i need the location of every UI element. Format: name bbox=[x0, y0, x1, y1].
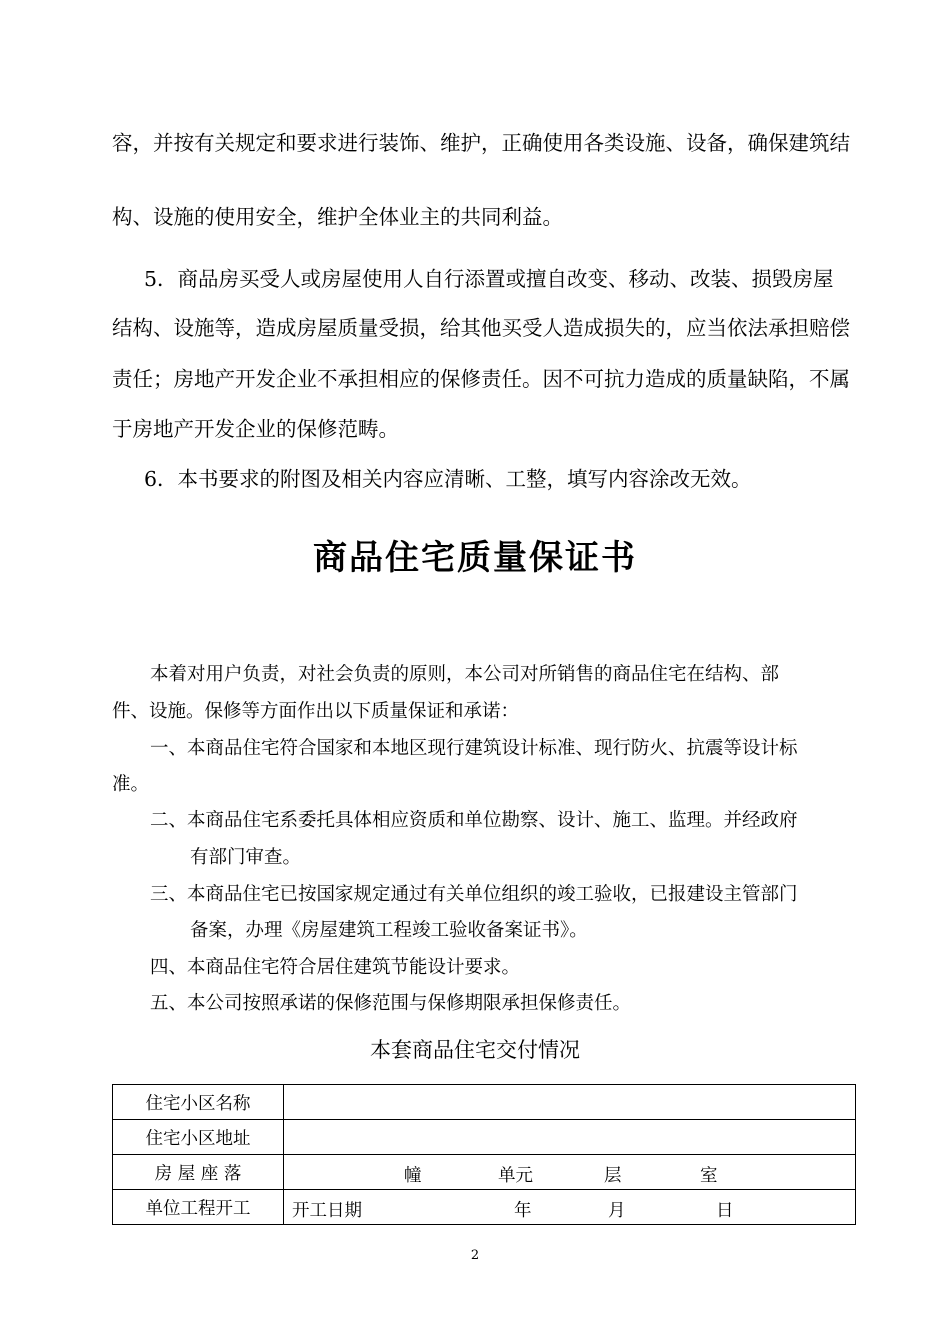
table-row bbox=[113, 1085, 856, 1120]
table-title: 本套商品住宅交付情况 bbox=[370, 1038, 580, 1062]
date-month: 月 bbox=[608, 1201, 626, 1221]
paragraph-line: 5．商品房买受人或房屋使用人自行添置或擅自改变、移动、改装、损毁房屋 bbox=[144, 267, 834, 291]
table-label-cell: 单位工程开工 bbox=[113, 1190, 284, 1225]
clause-line: 三、本商品住宅已按国家规定通过有关单位组织的竣工验收，已报建设主管部门 bbox=[150, 884, 798, 905]
community-name-cell[interactable] bbox=[284, 1085, 856, 1120]
house-location-cell[interactable] bbox=[284, 1155, 856, 1190]
unit-building: 幢 bbox=[404, 1166, 422, 1186]
page-number: 2 bbox=[470, 1248, 480, 1263]
paragraph-line: 容，并按有关规定和要求进行装饰、维护，正确使用各类设施、设备，确保建筑结 bbox=[112, 131, 850, 155]
date-year: 年 bbox=[514, 1201, 532, 1221]
page-title: 商品住宅质量保证书 bbox=[313, 538, 637, 578]
table-label-cell: 住宅小区地址 bbox=[113, 1120, 284, 1155]
clause-line: 五、本公司按照承诺的保修范围与保修期限承担保修责任。 bbox=[150, 993, 632, 1014]
community-address-cell[interactable] bbox=[284, 1120, 856, 1155]
paragraph-line: 6．本书要求的附图及相关内容应清晰、工整，填写内容涂改无效。 bbox=[144, 467, 752, 491]
paragraph-line: 责任；房地产开发企业不承担相应的保修责任。因不可抗力造成的质量缺陷，不属 bbox=[112, 367, 850, 391]
unit-entrance: 单元 bbox=[498, 1166, 533, 1186]
date-day: 日 bbox=[716, 1201, 734, 1221]
table-label-cell: 房 屋 座 落 bbox=[113, 1155, 284, 1190]
table-row bbox=[113, 1190, 856, 1225]
clause-line: 准。 bbox=[112, 774, 150, 795]
clause-line: 有部门审查。 bbox=[190, 847, 302, 868]
unit-room: 室 bbox=[700, 1166, 718, 1186]
delivery-table bbox=[112, 1084, 856, 1225]
unit-floor: 层 bbox=[604, 1166, 622, 1186]
clause-line: 四、本商品住宅符合居住建筑节能设计要求。 bbox=[150, 957, 521, 978]
intro-line: 件、设施。保修等方面作出以下质量保证和承诺： bbox=[112, 701, 520, 722]
table-row bbox=[113, 1155, 856, 1190]
start-date-cell[interactable] bbox=[284, 1190, 856, 1225]
table-label-cell: 住宅小区名称 bbox=[113, 1085, 284, 1120]
clause-line: 一、本商品住宅符合国家和本地区现行建筑设计标准、现行防火、抗震等设计标 bbox=[150, 738, 798, 759]
paragraph-line: 结构、设施等，造成房屋质量受损，给其他买受人造成损失的，应当依法承担赔偿 bbox=[112, 316, 850, 340]
clause-line: 二、本商品住宅系委托具体相应资质和单位勘察、设计、施工、监理。并经政府 bbox=[150, 810, 798, 831]
start-date-label: 开工日期 bbox=[292, 1201, 362, 1221]
clause-line: 备案，办理《房屋建筑工程竣工验收备案证书》。 bbox=[190, 920, 588, 941]
paragraph-line: 于房地产开发企业的保修范畴。 bbox=[112, 417, 399, 441]
table-row bbox=[113, 1120, 856, 1155]
intro-line: 本着对用户负责，对社会负责的原则，本公司对所销售的商品住宅在结构、部 bbox=[150, 664, 780, 685]
paragraph-line: 构、设施的使用安全，维护全体业主的共同利益。 bbox=[112, 205, 563, 229]
